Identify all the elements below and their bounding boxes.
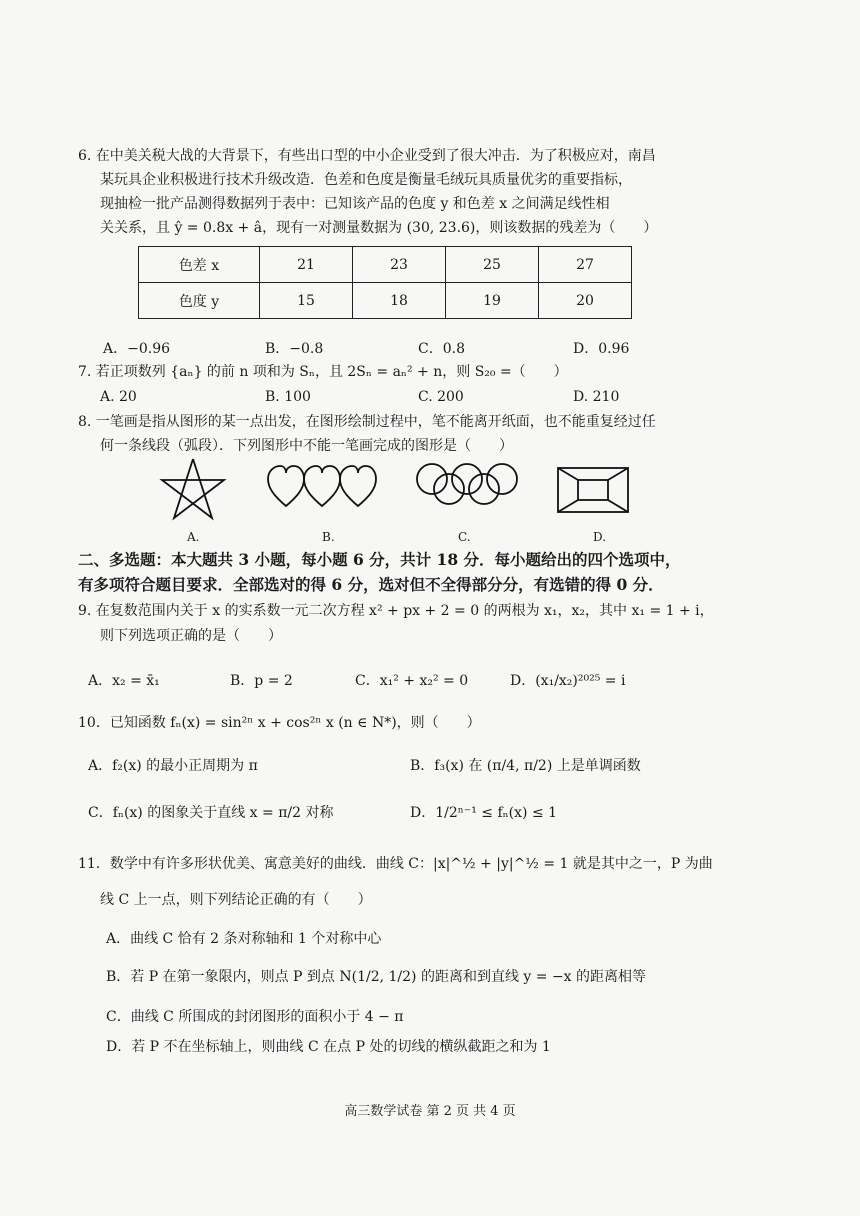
- page-footer: 高三数学试卷 第 2 页 共 4 页: [344, 1104, 516, 1119]
- table-cell: 15: [260, 283, 353, 319]
- figure-label-b: B.: [322, 530, 335, 544]
- q9-line-2: 则下列选项正确的是（ ）: [100, 628, 282, 644]
- three-hearts-figure: [266, 464, 378, 510]
- q9-option-d: D．(x₁/x₂)²⁰²⁵ = i: [510, 673, 626, 689]
- q6-line-1: 6. 在中美关税大战的大背景下，有些出口型的中小企业受到了很大冲击．为了积极应对，南昌: [78, 148, 656, 164]
- q11-option-a: A．曲线 C 恰有 2 条对称轴和 1 个对称中心: [106, 931, 382, 947]
- q7-option-d: D. 210: [573, 389, 620, 405]
- q9-line-1: 9. 在复数范围内关于 x 的实系数一元二次方程 x² + px + 2 = 0 的两根为 x₁，x₂，其中 x₁ = 1 + i，: [78, 603, 714, 619]
- q8-line-1: 8. 一笔画是指从图形的某一点出发，在图形绘制过程中，笔不能离开纸面，也不能重复经过任: [78, 414, 656, 430]
- q10-option-b: B．f₃(x) 在 (π/4, π/2) 上是单调函数: [410, 758, 641, 774]
- q11-line-1: 11．数学中有许多形状优美、寓意美好的曲线．曲线 C：|x|^½ + |y|^½ = 1 就是其中之一，P 为曲: [78, 856, 713, 872]
- q6-line-3: 现抽检一批产品测得数据列于表中：已知该产品的色度 y 和色差 x 之间满足线性相: [100, 196, 610, 212]
- q10-option-a: A．f₂(x) 的最小正周期为 π: [88, 758, 258, 774]
- table-cell: 25: [446, 247, 539, 283]
- table-header-cell: 色差 x: [139, 247, 260, 283]
- q11-option-b: B．若 P 在第一象限内，则点 P 到点 N(1/2, 1/2) 的距离和到直线 y = −x 的距离相等: [106, 969, 647, 985]
- table-row: [139, 283, 632, 319]
- q7-option-b: B. 100: [265, 389, 311, 405]
- nested-rectangle-figure: [556, 466, 630, 514]
- q9-option-a: A．x₂ = x̄₁: [88, 673, 160, 689]
- q8-line-2: 何一条线段（弧段）．下列图形中不能一笔画完成的图形是（ ）: [100, 438, 513, 454]
- q10-option-c: C．fₙ(x) 的图象关于直线 x = π/2 对称: [88, 805, 334, 821]
- q6-option-c: C．0.8: [418, 341, 465, 357]
- table-cell: 18: [353, 283, 446, 319]
- figure-label-d: D.: [593, 530, 607, 544]
- q11-option-c: C．曲线 C 所围成的封闭图形的面积小于 4 − π: [106, 1009, 404, 1025]
- olympic-rings-figure: [414, 462, 520, 506]
- table-header-cell: 色度 y: [139, 283, 260, 319]
- pentagram-figure: [158, 456, 228, 522]
- section2-heading-line-2: 有多项符合题目要求．全部选对的得 6 分，选对但不全得部分分，有选错的得 0 分．: [78, 575, 664, 594]
- q6-option-b: B．−0.8: [265, 341, 324, 357]
- section2-heading-line-1: 二、多选题：本大题共 3 小题，每小题 6 分，共计 18 分．每小题给出的四个选项中，: [78, 550, 681, 569]
- q7-line: 7. 若正项数列 {aₙ} 的前 n 项和为 Sₙ，且 2Sₙ = aₙ² + n，则 S₂₀ =（ ）: [78, 364, 568, 380]
- q9-option-b: B．p = 2: [230, 673, 293, 689]
- table-cell: 20: [539, 283, 632, 319]
- q6-line-2: 某玩具企业积极进行技术升级改造．色差和色度是衡量毛绒玩具质量优劣的重要指标，: [100, 172, 632, 188]
- q6-data-table: [138, 246, 632, 319]
- q6-option-a: A．−0.96: [103, 341, 171, 357]
- figure-label-c: C.: [458, 530, 471, 544]
- q9-option-c: C．x₁² + x₂² = 0: [355, 673, 469, 689]
- q6-option-d: D．0.96: [573, 341, 630, 357]
- q11-line-2: 线 C 上一点，则下列结论正确的有（ ）: [100, 892, 372, 908]
- table-cell: 21: [260, 247, 353, 283]
- q6-line-4: 关关系，且 ŷ = 0.8x + â，现有一对测量数据为 (30, 23.6)，则该数据的残差为（ ）: [100, 220, 658, 236]
- q11-option-d: D．若 P 不在坐标轴上，则曲线 C 在点 P 处的切线的横纵截距之和为 1: [106, 1039, 551, 1055]
- q10-option-d: D．1/2ⁿ⁻¹ ≤ fₙ(x) ≤ 1: [410, 805, 558, 821]
- figure-label-a: A.: [187, 530, 200, 544]
- q10-line: 10．已知函数 fₙ(x) = sin²ⁿ x + cos²ⁿ x (n ∈ N*)，则（ ）: [78, 715, 481, 731]
- table-cell: 23: [353, 247, 446, 283]
- table-row: [139, 247, 632, 283]
- table-cell: 27: [539, 247, 632, 283]
- table-cell: 19: [446, 283, 539, 319]
- q7-option-c: C. 200: [418, 389, 464, 405]
- q7-option-a: A. 20: [100, 389, 137, 405]
